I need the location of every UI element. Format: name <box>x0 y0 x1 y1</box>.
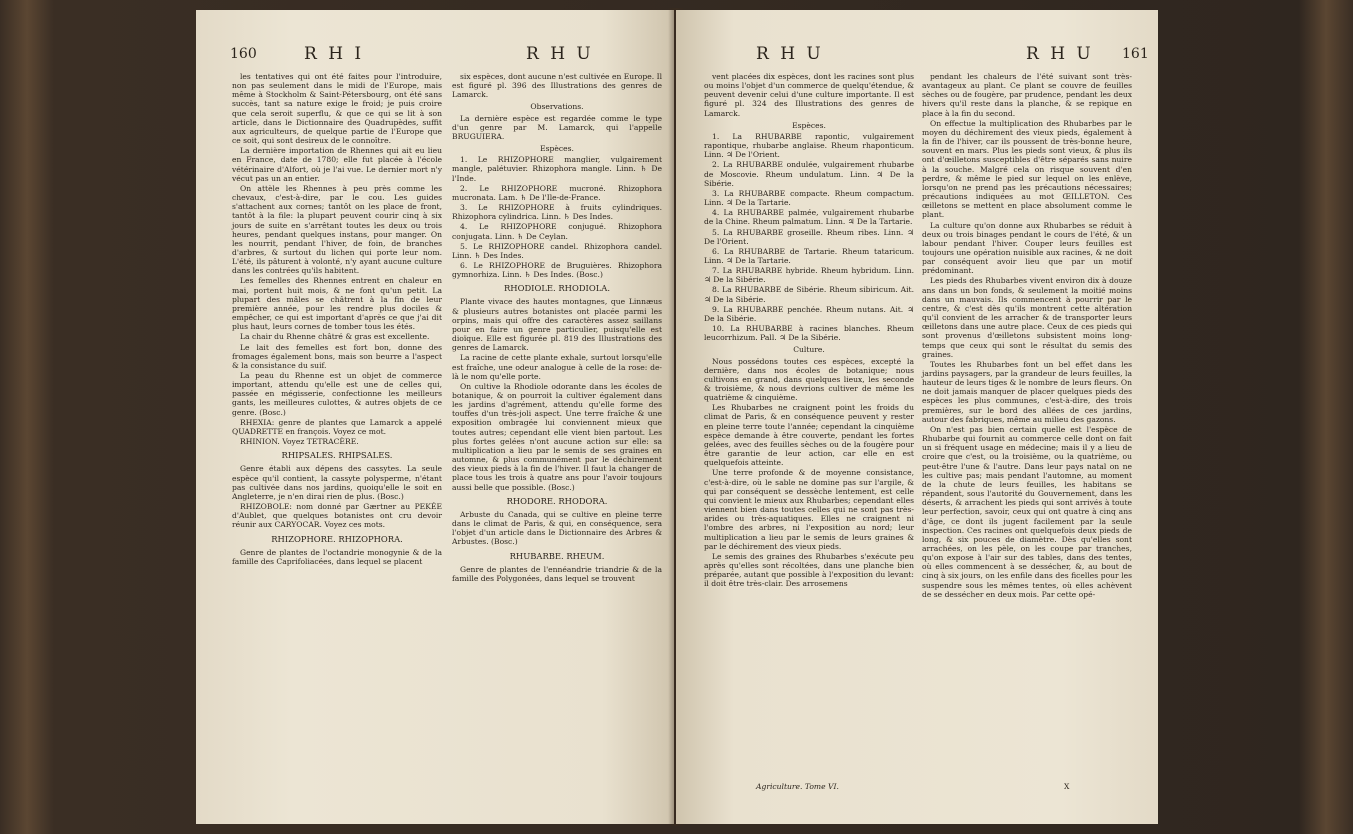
paragraph: La peau du Rhenne est un objet de commerce important, attendu qu'elle est une de celles qui, passée en mégisserie, confectionne les meilleurs gants, les meilleures culottes, & autres objets de ce genre. (Bosc.) <box>232 371 442 417</box>
entry-heading: RHIZOPHORE. RHIZOPHORA. <box>271 533 403 544</box>
paragraph: 1. La RHUBARBE rapontic, vulgairement rapontique, rhubarbe anglaise. Rheum rhaponticum. Linn. ♃ De l'Orient. <box>704 131 914 160</box>
paragraph: Nous possédons toutes ces espèces, excepté la dernière, dans nos écoles de botanique; nous cultivons en grand, dans quelques lieux, les seconde & troisième, & nous devrions cultiver de même les quatrième & cinquième. <box>704 356 914 403</box>
paragraph: 6. La RHUBARBE de Tartarie. Rheum tataricum. Linn. ♃ De la Tartarie. <box>704 246 914 265</box>
entry-heading: RHODORE. RHODORA. <box>506 495 608 506</box>
paragraph: Toutes les Rhubarbes font un bel effet dans les jardins paysagers, par la grandeur de leurs feuilles, la hauteur de leurs tiges & le nombre de leurs fleurs. On ne doit jamais manquer de placer quelques pieds des espèces les plus communes, c'est-à-dire, des trois premières, sur le bord des allées de ces jardins, autour des fabriques, même au milieu des gazons. <box>922 359 1132 424</box>
paragraph: vent placées dix espèces, dont les racines sont plus ou moins l'objet d'un commerce de quelqu'étendue, & peuvent devenir celui d'une culture importante. Il est figuré pl. 324 des Illustrations des genres de Lamarck. <box>704 72 914 118</box>
left-page <box>196 10 674 824</box>
paragraph: On attèle les Rhennes à peu près comme les chevaux, c'est-à-dire, par le cou. Les guides s'attachent aux cornes; tantôt on les place de front, tantôt à la file: la plupart peuvent courir cinq à six jours de suite en s'arrêtant toutes les deux ou trois heures, pendant quelques instans, pour manger. On les nourrit, pendant l'hiver, de foin, de branches d'arbres, & surtout du lichen qui porte leur nom. L'été, ils pâturent à volonté, n'y ayant aucune culture dans les contrées qu'ils habitent. <box>232 183 442 276</box>
paragraph: 2. La RHUBARBE ondulée, vulgairement rhubarbe de Moscovie. Rheum undulatum. Linn. ♃ De la Sibérie. <box>704 160 914 188</box>
text-column <box>922 72 1132 600</box>
paragraph: 4. Le RHIZOPHORE conjugué. Rhizophora conjugata. Linn. ♄ De Ceylan. <box>452 222 662 241</box>
paragraph: 2. Le RHIZOPHORE mucroné. Rhizophora mucronata. Lam. ♄ De l'Ile-de-France. <box>452 183 662 202</box>
text-column <box>232 72 442 567</box>
paragraph: les tentatives qui ont été faites pour l'introduire, non pas seulement dans le midi de l'Europe, mais même à Stockholm & Saint-Pétersbourg, ont été sans succès, tant sa nature exige le froid; je puis croire que cela seroit superflu, & que ce qui se lit à son article, dans le Dictionnaire des Quadrupèdes, suffit aux agriculteurs, de quelque partie de l'Europe que ce soit, qui sont desireux de le connoître. <box>232 72 442 146</box>
footer-signature: Agriculture. Tome VI. <box>756 782 839 791</box>
paragraph: Une terre profonde & de moyenne consistance, c'est-à-dire, où le sable ne domine pas sur l'argile, & qui par conséquent se dessèche lentement, est celle qui convient le mieux aux Rhubarbes; cependant elles viennent bien dans toutes celles qui ne sont pas très-arides ou très-aquatiques. Elles ne craignent ni l'ombre des arbres, ni l'exposition au nord; leur multiplication a lieu par le semis de leurs graines & par le déchirement des vieux pieds. <box>704 468 914 551</box>
running-head-2: R H U <box>1026 44 1094 64</box>
paragraph: 4. La RHUBARBE palmée, vulgairement rhubarbe de la Chine. Rheum palmatum. Linn. ♃ De la Tartarie. <box>704 208 914 227</box>
running-head-2: R H U <box>526 44 594 64</box>
entry-heading: RHODIOLE. RHODIOLA. <box>503 283 610 294</box>
paragraph: Genre de plantes de l'ennéandrie triandrie & de la famille des Polygonées, dans lequel se trouvent <box>452 564 662 583</box>
paragraph: Plante vivace des hautes montagnes, que Linnæus & plusieurs autres botanistes ont placée parmi les orpins, mais qui offre des caractères assez saillans pour en faire un genre particulier, puisqu'elle est dioïque. Elle est figurée pl. 819 des Illustrations des genres de Lamarck. <box>452 297 662 353</box>
paragraph: La chair du Rhenne châtré & gras est excellente. <box>240 332 430 342</box>
text-column <box>704 72 914 589</box>
paragraph: La dernière importation de Rhennes qui ait eu lieu en France, date de 1780; elle fut placée à l'école vétérinaire d'Alfort, où je l'ai vue. Le dernier mort n'y vécut pas un an entier. <box>232 146 442 183</box>
paragraph: 10. La RHUBARBE à racines blanches. Rheum leucorrhizum. Pall. ♃ De la Sibérie. <box>704 324 914 343</box>
paragraph: RHINION. Voyez TETRACÈRE. <box>240 437 359 447</box>
entry-heading: RHUBARBE. RHEUM. <box>509 550 605 561</box>
paragraph: On effectue la multiplication des Rhubarbes par le moyen du déchirement des vieux pieds, également à la fin de l'hiver, car ils poussent de très-bonne heure, souvent en mars. Plus les pieds sont vieux, & plus ils ont d'œilletons susceptibles d'être séparés sans nuire à la souche. Malgré cela on risque souvent d'en perdre, & même le pied sur lequel on les enlève, lorsqu'on ne prend pas les précautions nécessaires; précautions indiquées au mot ŒILLETON. Ces œilletons se mettent en place absolument comme le plant. <box>922 118 1132 220</box>
paragraph: Les pieds des Rhubarbes vivent environ dix à douze ans dans un bon fonds, & seulement la moitié moins dans un mauvais. Ils commencent à pourrir par le centre, & c'est dès qu'ils montrent cette altération qu'il convient de les arracher & de transporter leurs œilletons dans une autre place. Ceux de ces pieds qui sont provenus d'œilletons subsistent moins long-temps que ceux qui sont le résultat du semis des graines. <box>922 276 1132 359</box>
paragraph: La dernière espèce est regardée comme le type d'un genre par M. Lamarck, qui l'appelle BRUGUIERA. <box>452 113 662 141</box>
right-page <box>676 10 1158 824</box>
paragraph: 3. La RHUBARBE compacte. Rheum compactum. Linn. ♃ De la Tartarie. <box>704 188 914 208</box>
paragraph: six espèces, dont aucune n'est cultivée en Europe. Il est figuré pl. 396 des Illustrations des genres de Lamarck. <box>452 72 663 100</box>
running-head: R H I <box>304 44 365 64</box>
paragraph: 8. La RHUBARBE de Sibérie. Rheum sibiricum. Ait. ♃ De la Sibérie. <box>704 285 914 304</box>
section-heading: Observations. <box>530 102 584 112</box>
paragraph: Les femelles des Rhennes entrent en chaleur en mai, portent huit mois, & ne font qu'un petit. La plupart des mâles se châtrent à la fin de leur première année, pour les rendre plus dociles & empêcher, ce qui est important d'après ce que j'ai dit plus haut, leurs cornes de tomber tous les étés. <box>232 276 442 332</box>
paragraph: 3. Le RHIZOPHORE à fruits cylindriques. Rhizophora cylindrica. Linn. ♄ Des Indes. <box>452 203 662 222</box>
paragraph: 7. La RHUBARBE hybride. Rheum hybridum. Linn. ♃ De la Sibérie. <box>704 266 914 285</box>
paragraph: La racine de cette plante exhale, surtout lorsqu'elle est fraîche, une odeur analogue à celle de la rose: de-là le nom qu'elle porte. <box>452 353 662 381</box>
paragraph: 5. Le RHIZOPHORE candel. Rhizophora candel. Linn. ♄ Des Indes. <box>452 241 662 260</box>
paragraph: Arbuste du Canada, qui se cultive en pleine terre dans le climat de Paris, & qui, en conséquence, sera l'objet d'un article dans le Dictionnaire des Arbres & Arbustes. (Bosc.) <box>452 509 662 547</box>
section-heading: Culture. <box>793 345 825 355</box>
paragraph: Les Rhubarbes ne craignent point les froids du climat de Paris, & en conséquence peuvent y rester en pleine terre toute l'année; cependant la cinquième espèce demande à être couverte, pendant les fortes gelées, avec des feuilles sèches ou de la fougère pour être garantie de leur action, car elle en est quelquefois atteinte. <box>704 403 914 468</box>
paragraph: pendant les chaleurs de l'été suivant sont très-avantageux au plant. Ce plant se couvre de feuilles sèches ou de fougère, par prudence, pendant les deux hivers qu'il reste dans la planche, & se repique en place à la fin du second. <box>922 72 1132 118</box>
paragraph: 5. La RHUBARBE groseille. Rheum ribes. Linn. ♃ De l'Orient. <box>704 227 914 246</box>
paragraph: Le semis des graines des Rhubarbes s'exécute peu après qu'elles sont récoltées, dans une planche bien préparée, autant que possible à l'exposition du levant: il doit être très-clair. Des arrosemens <box>704 551 914 589</box>
paragraph: 9. La RHUBARBE penchée. Rheum nutans. Ait. ♃ De la Sibérie. <box>704 304 914 323</box>
paragraph: Genre établi aux dépens des cassytes. La seule espèce qu'il contient, la cassyte polysperme, n'étant pas cultivée dans nos jardins, quoiqu'elle le soit en Angleterre, je n'en dirai rien de plus. (Bosc.) <box>232 464 442 501</box>
page-number: 160 <box>230 46 257 62</box>
paragraph: Genre de plantes de l'octandrie monogynie & de la famille des Caprifoliacées, dans lequel se placent <box>232 547 442 566</box>
paragraph: 1. Le RHIZOPHORE manglier, vulgairement mangle, palétuvier. Rhizophora mangle. Linn. ♄ De l'Inde. <box>452 155 662 183</box>
text-column <box>452 72 662 584</box>
section-heading: Espèces. <box>792 120 826 130</box>
paragraph: La culture qu'on donne aux Rhubarbes se réduit à deux ou trois binages pendant le cours de l'été, & un labour pendant l'hiver. Couper leurs feuilles est toujours une opération nuisible aux racines, & ne doit par conséquent avoir lieu que par un motif prédominant. <box>922 220 1132 276</box>
section-heading: Espèces. <box>540 144 574 154</box>
paragraph: Le lait des femelles est fort bon, donne des fromages également bons, mais son beurre a l'aspect & la consistance du suif. <box>232 342 442 370</box>
paragraph: RHEXIA: genre de plantes que Lamarck a appelé QUADRETTE en françois. Voyez ce mot. <box>232 417 442 436</box>
paragraph: On n'est pas bien certain quelle est l'espèce de Rhubarbe qui fournit au commerce celle dont on fait un si fréquent usage en médecine; mais il y a lieu de croire que c'est, ou la troisième, ou la quatrième, ou peut-être l'une & l'autre. Dans leur pays natal on ne les cultive pas; mais pendant l'automne, au moment de la chute de leurs feuilles, les habitans se répandent, sous l'autorité du Gouvernement, dans les déserts, & arrachent les pieds qui sont arrivés à toute leur perfection, savoir, ceux qui ont quatre à cinq ans d'âge, ce dont ils jugent facilement par la seule inspection. Ces racines ont quelquefois deux pieds de long, & six pouces de diamètre. Dès qu'elles sont arrachées, on les pèle, on les coupe par tranches, qu'on expose à l'air sur des tables, dans des tentes, où elles commencent à se dessécher, &, au bout de cinq à six jours, on les enfile dans des ficelles pour les suspendre sous les mêmes tentes, où elles achèvent de se dessécher en deux mois. Par cette opé- <box>922 424 1132 599</box>
signature-mark: X <box>1064 782 1070 791</box>
page-number: 161 <box>1122 46 1149 62</box>
paragraph: On cultive la Rhodiole odorante dans les écoles de botanique, & on pourroit la cultiver également dans les jardins d'agrément, attendu qu'elle forme des touffes d'un très-joli aspect. Une terre fraîche & une exposition ombragée lui conviennent mieux que toutes autres; cependant elle vient bien partout. Les plus fortes gelées n'ont aucune action sur elle: sa multiplication a lieu par le semis de ses graines en automne, & plus communément par le déchirement des vieux pieds à la fin de l'hiver. Il faut la changer de place tous les trois à quatre ans pour l'avoir toujours aussi belle que possible. (Bosc.) <box>452 381 662 492</box>
paragraph: RHIZOBOLE: nom donné par Gærtner au PEKÉE d'Aublet, que quelques botanistes ont cru devoir réunir aux CARYOCAR. Voyez ces mots. <box>232 502 442 530</box>
entry-heading: RHIPSALES. RHIPSALES. <box>281 450 393 461</box>
running-head: R H U <box>756 44 824 64</box>
paragraph: 6. Le RHIZOPHORE de Bruguières. Rhizophora gymnorhiza. Linn. ♄ Des Indes. (Bosc.) <box>452 260 662 280</box>
